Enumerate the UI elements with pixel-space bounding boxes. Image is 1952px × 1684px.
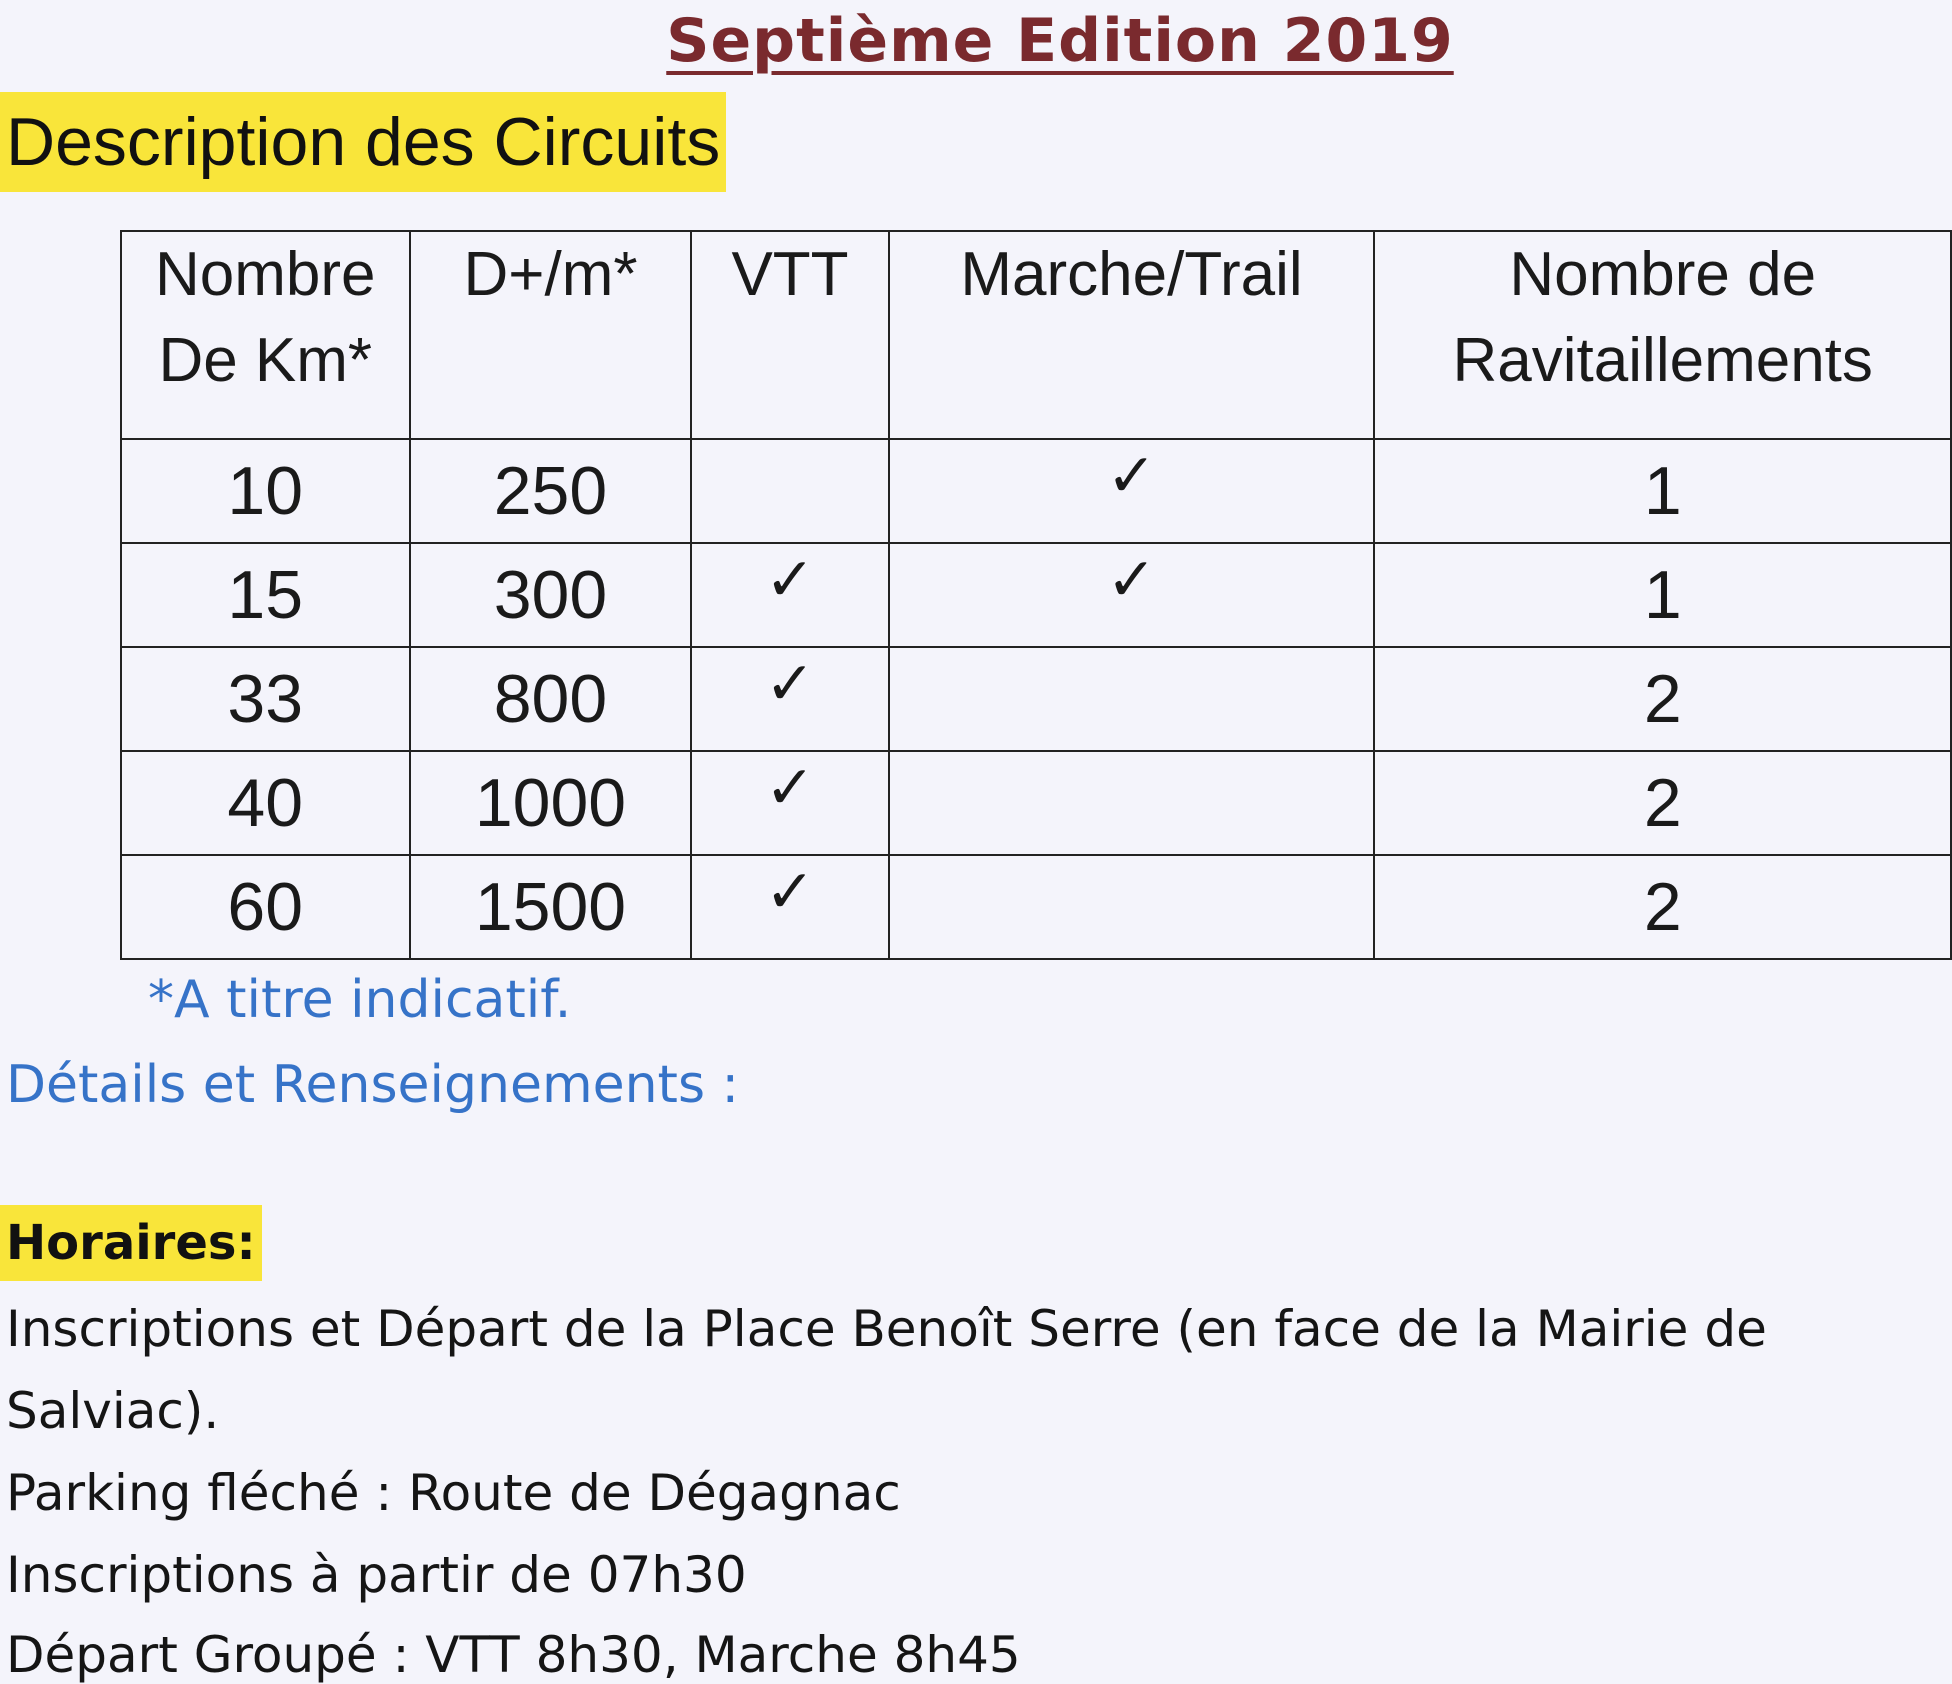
check-icon: ✓ (764, 858, 816, 925)
cell-km: 10 (121, 439, 410, 543)
cell-vtt (691, 543, 888, 647)
cell-km: 60 (121, 855, 410, 959)
cell-ravito: 2 (1374, 855, 1951, 959)
cell-ravito: 2 (1374, 751, 1951, 855)
cell-vtt (691, 751, 888, 855)
check-icon: ✓ (764, 546, 816, 613)
table-row (121, 647, 1951, 751)
cell-dplus: 1000 (410, 751, 692, 855)
cell-vtt (691, 647, 888, 751)
footnote: *A titre indicatif. (148, 970, 572, 1030)
table-row (121, 751, 1951, 855)
section-heading: Description des Circuits (0, 92, 726, 192)
cell-ravito: 1 (1374, 543, 1951, 647)
cell-marche (889, 647, 1375, 751)
header-marche: Marche/Trail (889, 231, 1375, 439)
edition-title: Septième Edition 2019 (666, 6, 1454, 76)
cell-dplus: 800 (410, 647, 692, 751)
hours-heading: Horaires: (0, 1205, 262, 1281)
table-row (121, 439, 1951, 543)
info-line-start-time: Départ Groupé : VTT 8h30, Marche 8h45 (6, 1626, 1021, 1684)
cell-marche (889, 751, 1375, 855)
info-line-registration-cont: Salviac). (6, 1382, 220, 1440)
cell-dplus: 250 (410, 439, 692, 543)
check-icon: ✓ (1106, 442, 1157, 509)
details-label: Détails et Renseignements : (6, 1055, 740, 1115)
header-vtt: VTT (691, 231, 888, 439)
table-row (121, 543, 1951, 647)
cell-vtt (691, 439, 888, 543)
cell-ravito: 2 (1374, 647, 1951, 751)
circuits-table (120, 230, 1952, 960)
check-icon: ✓ (764, 754, 816, 821)
cell-marche (889, 439, 1375, 543)
info-line-parking: Parking fléché : Route de Dégagnac (6, 1464, 901, 1522)
info-line-registration-time: Inscriptions à partir de 07h30 (6, 1546, 747, 1604)
cell-dplus: 1500 (410, 855, 692, 959)
header-ravito: Nombre de Ravitaillements (1374, 231, 1951, 439)
table-row (121, 855, 1951, 959)
cell-marche (889, 855, 1375, 959)
check-icon: ✓ (764, 650, 816, 717)
cell-km: 40 (121, 751, 410, 855)
cell-dplus: 300 (410, 543, 692, 647)
check-icon: ✓ (1106, 546, 1157, 613)
table-header-row (121, 231, 1951, 439)
header-dplus: D+/m* (410, 231, 692, 439)
header-km: Nombre De Km* (121, 231, 410, 439)
cell-km: 15 (121, 543, 410, 647)
cell-vtt (691, 855, 888, 959)
info-line-registration: Inscriptions et Départ de la Place Benoît Serre (en face de la Mairie de (6, 1300, 1767, 1358)
cell-marche (889, 543, 1375, 647)
cell-ravito: 1 (1374, 439, 1951, 543)
cell-km: 33 (121, 647, 410, 751)
